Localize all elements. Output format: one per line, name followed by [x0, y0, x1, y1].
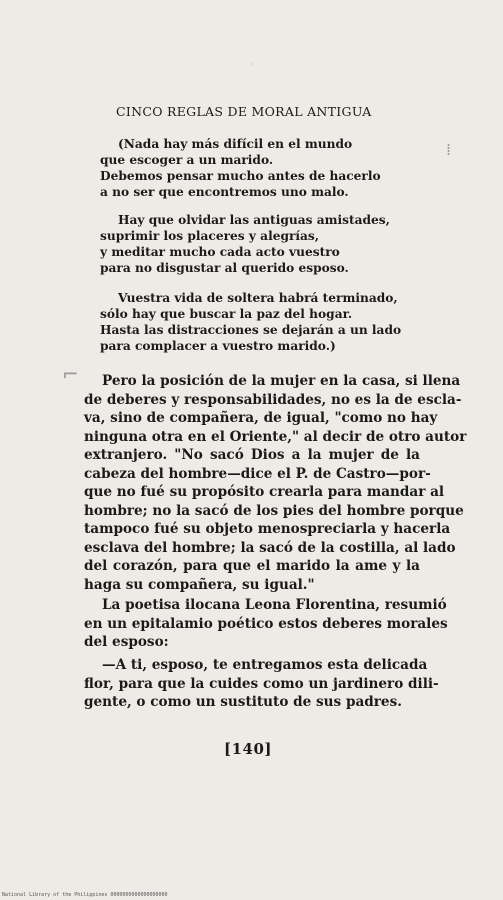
- text-line: va, sino de compañera, de igual, "como no hay: [84, 410, 438, 426]
- poem-line: que escoger a un marido.: [100, 153, 274, 167]
- paragraph-1: [84, 372, 467, 594]
- poem-stanza-1: [100, 136, 400, 200]
- scan-mark-left: ⌐: [62, 362, 79, 386]
- poem-line: para no disgustar al querido esposo.: [100, 261, 349, 275]
- poem-line: suprimir los placeres y alegrías,: [100, 229, 320, 243]
- poem-line: y meditar mucho cada acto vuestro: [100, 245, 340, 259]
- poem-stanza-3: [100, 290, 400, 354]
- text-line: extranjero. "No sacó Dios a la mujer de la: [84, 447, 420, 463]
- poem-line: Hay que olvidar las antiguas amistades,: [118, 213, 390, 227]
- poem-line: Vuestra vida de soltera habrá terminado,: [118, 291, 398, 305]
- poem-line: (Nada hay más difícil en el mundo: [118, 137, 353, 151]
- text-line: cabeza del hombre—dice el P. de Castro—por-: [84, 465, 431, 482]
- text-line: flor, para que la cuides como un jardinero dili-: [84, 675, 439, 692]
- text-line: gente, o como un sustituto de sus padres.: [84, 694, 402, 710]
- scan-speck: ·: [250, 60, 253, 69]
- paragraph-2: [84, 596, 448, 652]
- poem-line: a no ser que encontremos uno malo.: [100, 185, 349, 199]
- text-line: ninguna otra en el Oriente," al decir de otro autor: [84, 428, 467, 445]
- text-line: del corazón, para que el marido la ame y la: [84, 558, 420, 574]
- text-line: tampoco fué su objeto menospreciarla y hacerla: [84, 521, 451, 537]
- text-line: —A ti, esposo, te entregamos esta delicada: [102, 657, 428, 673]
- text-line: esclava del hombre; la sacó de la costilla, al lado: [84, 539, 456, 556]
- poem-stanza-2: [100, 212, 400, 276]
- paragraph-3: [84, 656, 439, 712]
- text-line: del esposo:: [84, 634, 169, 650]
- text-line: hombre; no la sacó de los pies del hombre porque: [84, 502, 464, 519]
- poem-line: Debemos pensar mucho antes de hacerlo: [100, 169, 381, 183]
- poem-line: sólo hay que buscar la paz del hogar.: [100, 307, 353, 321]
- text-line: en un epitalamio poético estos deberes morales: [84, 615, 448, 632]
- text-line: La poetisa ilocana Leona Florentina, resumió: [102, 597, 447, 613]
- section-heading: CINCO REGLAS DE MORAL ANTIGUA: [116, 104, 372, 119]
- text-line: Pero la posición de la mujer en la casa, si llena: [102, 373, 461, 389]
- poem-line: Hasta las distracciones se dejarán a un lado: [100, 323, 402, 337]
- scan-mark: ⁞: [446, 140, 452, 159]
- page-number: [140]: [224, 740, 273, 758]
- poem-line: para complacer a vuestro marido.): [100, 339, 336, 353]
- scan-footer: National Library of the Philippines 0000000000000000000: [2, 892, 168, 898]
- text-line: que no fué su propósito crearla para mandar al: [84, 484, 445, 500]
- text-line: haga su compañera, su igual.": [84, 576, 315, 593]
- text-line: de deberes y responsabilidades, no es la de escla-: [84, 391, 462, 408]
